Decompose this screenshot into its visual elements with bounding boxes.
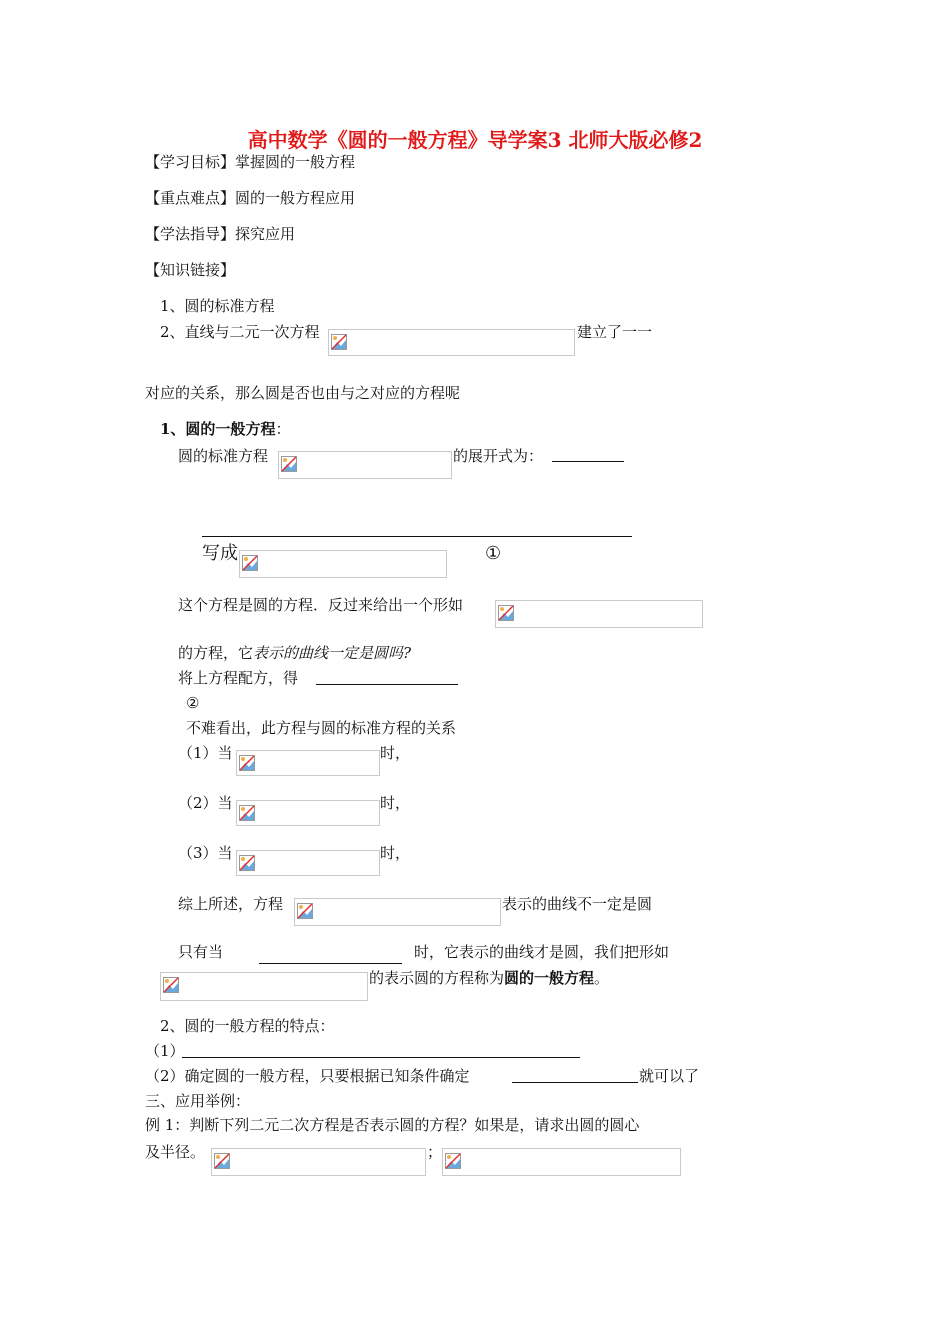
formula-image <box>236 850 380 876</box>
formula-image <box>294 898 501 926</box>
separator: ； <box>427 1143 443 1161</box>
broken-image-icon <box>281 456 297 472</box>
question-line <box>178 643 411 663</box>
case-2-label: （2）当 <box>178 794 233 812</box>
equation-mark-1: ① <box>485 543 502 564</box>
formula-image <box>278 451 452 479</box>
formula-image <box>211 1148 426 1176</box>
question-italic: 表示的曲线一定是圆吗? <box>253 644 412 662</box>
examples-heading: 三、应用举例： <box>145 1092 251 1110</box>
formula-image <box>236 800 380 826</box>
formula-image <box>328 329 575 356</box>
learning-goal: 【学习目标】掌握圆的一般方程 <box>145 153 356 171</box>
formula-image <box>442 1148 681 1176</box>
formula-image <box>236 750 380 776</box>
answer-blank <box>552 461 624 462</box>
line-equation-text: 2、直线与二元一次方程 <box>160 323 320 341</box>
formula-image <box>495 600 703 628</box>
definition-end: 。 <box>594 969 610 987</box>
features-heading: 2、圆的一般方程的特点： <box>160 1017 335 1035</box>
key-difficulty: 【重点难点】圆的一般方程应用 <box>145 189 356 207</box>
broken-image-icon <box>498 605 514 621</box>
summary-text: 综上所述，方程 <box>178 895 284 913</box>
answer-blank <box>512 1082 638 1083</box>
standard-equation-item: 1、圆的标准方程 <box>160 297 275 315</box>
definition-term: 圆的一般方程 <box>504 969 595 987</box>
broken-image-icon <box>297 903 313 919</box>
general-equation-heading <box>160 419 290 439</box>
broken-image-icon <box>445 1153 461 1169</box>
formula-image <box>239 550 447 578</box>
case-1-label: （1）当 <box>178 744 233 762</box>
broken-image-icon <box>242 555 258 571</box>
definition-line <box>369 968 609 988</box>
case-3-label: （3）当 <box>178 844 233 862</box>
answer-blank <box>182 1057 580 1058</box>
heading-colon: ： <box>275 420 291 438</box>
standard-equation-text: 圆的标准方程 <box>178 447 269 465</box>
only-when-text: 只有当 <box>178 943 224 961</box>
example-1-radius-text: 及半径。 <box>145 1143 206 1161</box>
answer-blank <box>316 684 458 685</box>
expansion-text: 的展开式为： <box>453 447 544 465</box>
broken-image-icon <box>331 334 347 350</box>
feature-2-suffix: 就可以了 <box>639 1067 700 1085</box>
study-method: 【学法指导】探究应用 <box>145 225 296 243</box>
broken-image-icon <box>163 977 179 993</box>
question-prefix: 的方程，它 <box>178 644 254 662</box>
one-to-one-text: 建立了一一 <box>577 323 653 341</box>
case-1-suffix: 时， <box>380 744 411 762</box>
feature-1-label: （1） <box>145 1042 185 1060</box>
general-equation-heading-text: 1、圆的一般方程 <box>160 420 276 438</box>
broken-image-icon <box>239 755 255 771</box>
write-as-text: 写成 <box>202 543 238 564</box>
case-3-suffix: 时， <box>380 844 411 862</box>
relation-text: 不难看出，此方程与圆的标准方程的关系 <box>186 719 457 737</box>
broken-image-icon <box>239 805 255 821</box>
equation-mark-2: ② <box>186 694 200 712</box>
summary-suffix: 表示的曲线不一定是圆 <box>502 895 653 913</box>
complete-square-text: 将上方程配方，得 <box>178 669 299 687</box>
broken-image-icon <box>214 1153 230 1169</box>
broken-image-icon <box>239 855 255 871</box>
answer-blank <box>202 536 632 537</box>
feature-2-text: （2）确定圆的一般方程，只要根据已知条件确定 <box>145 1067 470 1085</box>
correspondence-text: 对应的关系，那么圆是否也由与之对应的方程呢 <box>145 384 461 402</box>
answer-blank <box>259 963 402 964</box>
reverse-text: 这个方程是圆的方程．反过来给出一个形如 <box>178 596 464 614</box>
only-when-suffix: 时，它表示的曲线才是圆，我们把形如 <box>414 943 670 961</box>
example-1-text: 例 1：判断下列二元二次方程是否表示圆的方程？如果是，请求出圆的圆心 <box>145 1116 640 1134</box>
document-title: 高中数学《圆的一般方程》导学案3 北师大版必修2 <box>247 128 703 152</box>
knowledge-link: 【知识链接】 <box>145 261 236 279</box>
formula-image <box>160 972 368 1001</box>
definition-prefix: 的表示圆的方程称为 <box>369 969 505 987</box>
case-2-suffix: 时， <box>380 794 411 812</box>
